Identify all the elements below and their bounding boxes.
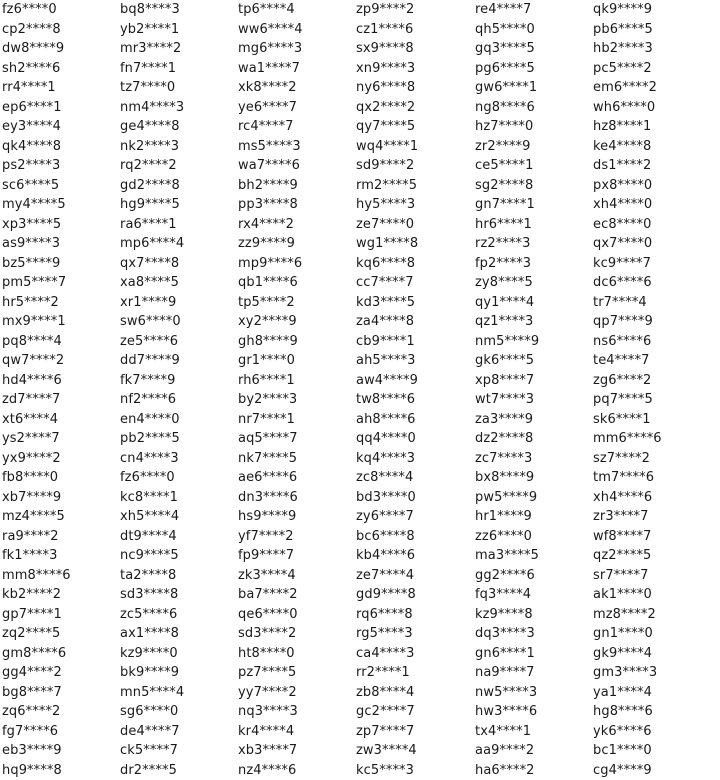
masked-id-cell: sz7****2 — [591, 449, 720, 469]
masked-id-cell: wf8****7 — [591, 527, 720, 547]
masked-id-cell: ze5****6 — [118, 332, 236, 352]
masked-id-cell: fk7****9 — [118, 371, 236, 391]
masked-id-cell: sr7****7 — [591, 566, 720, 586]
masked-id-cell: zg6****2 — [591, 371, 720, 391]
masked-id-cell: zd7****7 — [0, 390, 118, 410]
masked-id-cell: qy7****5 — [354, 117, 473, 137]
masked-id-cell: tw8****6 — [354, 390, 473, 410]
masked-id-cell: ck5****7 — [118, 741, 236, 761]
masked-id-cell: pb2****5 — [118, 429, 236, 449]
masked-id-cell: zw3****4 — [354, 741, 473, 761]
masked-id-cell: qw7****2 — [0, 351, 118, 371]
masked-id-cell: gg2****6 — [473, 566, 591, 586]
masked-id-cell: bd3****0 — [354, 488, 473, 508]
masked-id-cell: nk7****5 — [236, 449, 354, 469]
masked-id-cell: eb3****9 — [0, 741, 118, 761]
masked-id-cell: kr4****4 — [236, 722, 354, 742]
masked-id-cell: qk9****9 — [591, 0, 720, 20]
masked-id-cell: zy6****7 — [354, 507, 473, 527]
masked-id-cell: wa7****6 — [236, 156, 354, 176]
masked-id-cell: bz5****9 — [0, 254, 118, 274]
masked-id-cell: zc5****6 — [118, 605, 236, 625]
masked-id-cell: nm5****9 — [473, 332, 591, 352]
masked-id-cell: ae6****6 — [236, 468, 354, 488]
masked-id-cell: hy5****3 — [354, 195, 473, 215]
masked-id-cell: rh6****1 — [236, 371, 354, 391]
masked-id-cell: xt6****4 — [0, 410, 118, 430]
masked-id-cell: gc2****7 — [354, 702, 473, 722]
masked-id-cell: wg1****8 — [354, 234, 473, 254]
masked-id-cell: tp6****4 — [236, 0, 354, 20]
masked-id-cell: cc7****7 — [354, 273, 473, 293]
masked-id-cell: hw3****6 — [473, 702, 591, 722]
masked-id-cell: by2****3 — [236, 390, 354, 410]
masked-id-cell: pq8****4 — [0, 332, 118, 352]
masked-id-cell: ak1****0 — [591, 585, 720, 605]
masked-id-cell: pq7****5 — [591, 390, 720, 410]
masked-id-cell: px8****0 — [591, 176, 720, 196]
masked-id-cell: ta2****8 — [118, 566, 236, 586]
masked-id-cell: kq4****3 — [354, 449, 473, 469]
masked-id-cell: fz6****0 — [118, 468, 236, 488]
masked-id-cell: cz1****6 — [354, 20, 473, 40]
masked-id-cell: xr1****9 — [118, 293, 236, 313]
masked-id-cell: qy1****4 — [473, 293, 591, 313]
masked-id-cell: rz2****3 — [473, 234, 591, 254]
masked-id-cell: gm3****3 — [591, 663, 720, 683]
masked-id-cell: kz9****8 — [473, 605, 591, 625]
masked-id-cell: xh5****4 — [118, 507, 236, 527]
masked-id-cell: ng8****6 — [473, 98, 591, 118]
masked-id-cell: cg4****9 — [591, 761, 720, 780]
masked-id-cell: pg6****5 — [473, 59, 591, 79]
masked-id-cell: sw6****0 — [118, 312, 236, 332]
masked-id-cell: ps2****3 — [0, 156, 118, 176]
masked-id-cell: pz7****5 — [236, 663, 354, 683]
masked-id-cell: te4****7 — [591, 351, 720, 371]
masked-id-cell: sk6****1 — [591, 410, 720, 430]
masked-id-cell: ge4****8 — [118, 117, 236, 137]
masked-id-cell: ra6****1 — [118, 215, 236, 235]
masked-id-cell: xh4****0 — [591, 195, 720, 215]
masked-id-cell: xp8****7 — [473, 371, 591, 391]
masked-id-cell: mr3****2 — [118, 39, 236, 59]
masked-id-cell: zc8****4 — [354, 468, 473, 488]
masked-id-cell: zp7****7 — [354, 722, 473, 742]
masked-id-cell: sx9****8 — [354, 39, 473, 59]
masked-id-cell: sd9****2 — [354, 156, 473, 176]
masked-id-cell: nk2****3 — [118, 137, 236, 157]
masked-id-cell: qp7****9 — [591, 312, 720, 332]
masked-id-cell: cn4****3 — [118, 449, 236, 469]
masked-id-cell: wh6****0 — [591, 98, 720, 118]
masked-id-cell: hg8****6 — [591, 702, 720, 722]
masked-id-cell: qz1****3 — [473, 312, 591, 332]
masked-id-cell: re4****7 — [473, 0, 591, 20]
masked-id-cell: gn7****1 — [473, 195, 591, 215]
masked-id-cell: ep6****1 — [0, 98, 118, 118]
masked-id-cell: kd3****5 — [354, 293, 473, 313]
masked-id-cell: em6****2 — [591, 78, 720, 98]
masked-id-cell: gd9****8 — [354, 585, 473, 605]
masked-id-cell: de4****7 — [118, 722, 236, 742]
masked-id-cell: zb8****4 — [354, 683, 473, 703]
masked-id-cell: pw5****9 — [473, 488, 591, 508]
masked-id-cell: mn5****4 — [118, 683, 236, 703]
masked-id-cell: rr2****1 — [354, 663, 473, 683]
masked-id-cell: bk9****9 — [118, 663, 236, 683]
masked-id-cell: nz4****6 — [236, 761, 354, 780]
masked-id-cell: kq6****8 — [354, 254, 473, 274]
masked-id-cell: bx8****9 — [473, 468, 591, 488]
masked-id-cell: gw6****1 — [473, 78, 591, 98]
masked-id-cell: kc9****7 — [591, 254, 720, 274]
masked-id-cell: qx7****0 — [591, 234, 720, 254]
masked-id-cell: zk3****4 — [236, 566, 354, 586]
masked-id-cell: aa9****2 — [473, 741, 591, 761]
masked-id-cell: hb2****3 — [591, 39, 720, 59]
masked-id-cell: dn3****6 — [236, 488, 354, 508]
masked-id-cell: hr6****1 — [473, 215, 591, 235]
masked-id-cell: mp9****6 — [236, 254, 354, 274]
masked-id-cell: mg6****3 — [236, 39, 354, 59]
masked-id-cell: yb2****1 — [118, 20, 236, 40]
masked-id-cell: ke4****8 — [591, 137, 720, 157]
masked-id-cell: xk8****2 — [236, 78, 354, 98]
masked-id-cell: aw4****9 — [354, 371, 473, 391]
masked-id-cell: nc9****5 — [118, 546, 236, 566]
masked-id-cell: zq2****5 — [0, 624, 118, 644]
masked-id-cell: qe6****0 — [236, 605, 354, 625]
masked-id-cell: tx4****1 — [473, 722, 591, 742]
masked-id-cell: sg2****8 — [473, 176, 591, 196]
masked-id-cell: hg9****5 — [118, 195, 236, 215]
masked-id-cell: qb1****6 — [236, 273, 354, 293]
masked-id-cell: fb8****0 — [0, 468, 118, 488]
masked-id-cell: zr2****9 — [473, 137, 591, 157]
masked-id-cell: nw5****3 — [473, 683, 591, 703]
masked-id-cell: nf2****6 — [118, 390, 236, 410]
masked-id-cell: xy2****9 — [236, 312, 354, 332]
masked-id-cell: yy7****2 — [236, 683, 354, 703]
masked-id-cell: gr1****0 — [236, 351, 354, 371]
masked-id-cell: ca4****3 — [354, 644, 473, 664]
masked-id-cell: ms5****3 — [236, 137, 354, 157]
masked-id-cell: gd2****8 — [118, 176, 236, 196]
masked-id-cell: qz2****5 — [591, 546, 720, 566]
masked-id-cell: sd3****2 — [236, 624, 354, 644]
masked-id-cell: mm8****6 — [0, 566, 118, 586]
masked-id-cell: fp2****3 — [473, 254, 591, 274]
masked-id-cell: ax1****8 — [118, 624, 236, 644]
masked-id-cell: kb4****6 — [354, 546, 473, 566]
masked-id-cell: mz8****2 — [591, 605, 720, 625]
masked-id-cell: sg6****0 — [118, 702, 236, 722]
masked-id-cell: gn1****0 — [591, 624, 720, 644]
masked-id-cell: bc6****8 — [354, 527, 473, 547]
masked-id-cell: kz9****0 — [118, 644, 236, 664]
masked-id-cell: tm7****6 — [591, 468, 720, 488]
masked-id-cell: gp7****1 — [0, 605, 118, 625]
masked-id-cell: sh2****6 — [0, 59, 118, 79]
masked-id-cell: zc7****3 — [473, 449, 591, 469]
masked-id-cell: mx9****1 — [0, 312, 118, 332]
masked-id-cell: dc6****6 — [591, 273, 720, 293]
masked-id-cell: pc5****2 — [591, 59, 720, 79]
masked-id-cell: fp9****7 — [236, 546, 354, 566]
masked-id-cell: za3****9 — [473, 410, 591, 430]
masked-id-cell: ma3****5 — [473, 546, 591, 566]
masked-id-cell: dq3****3 — [473, 624, 591, 644]
masked-id-cell: ds1****2 — [591, 156, 720, 176]
masked-id-cell: qh5****0 — [473, 20, 591, 40]
masked-id-cell: xh4****6 — [591, 488, 720, 508]
masked-id-cell: mz4****5 — [0, 507, 118, 527]
masked-id-cell: hr1****9 — [473, 507, 591, 527]
masked-id-cell: ze7****4 — [354, 566, 473, 586]
masked-id-cell: cb9****1 — [354, 332, 473, 352]
masked-id-cell: zq6****2 — [0, 702, 118, 722]
masked-id-cell: ah8****6 — [354, 410, 473, 430]
masked-id-cell: pm5****7 — [0, 273, 118, 293]
masked-id-cell: rr4****1 — [0, 78, 118, 98]
masked-id-cell: zy8****5 — [473, 273, 591, 293]
masked-id-cell: wq4****1 — [354, 137, 473, 157]
masked-id-cell: cp2****8 — [0, 20, 118, 40]
masked-id-cell: rq2****2 — [118, 156, 236, 176]
masked-id-cell: gg4****2 — [0, 663, 118, 683]
masked-id-cell: nm4****3 — [118, 98, 236, 118]
masked-id-cell: dr2****5 — [118, 761, 236, 780]
masked-id-cell: kc5****3 — [354, 761, 473, 780]
masked-id-cell: rg5****3 — [354, 624, 473, 644]
masked-id-cell: ha6****2 — [473, 761, 591, 780]
masked-id-cell: rx4****2 — [236, 215, 354, 235]
masked-id-cell: zr3****7 — [591, 507, 720, 527]
masked-id-cell: gk9****4 — [591, 644, 720, 664]
masked-id-cell: hs9****9 — [236, 507, 354, 527]
masked-id-cell: zz9****9 — [236, 234, 354, 254]
masked-id-cell: yf7****2 — [236, 527, 354, 547]
masked-id-cell: kc8****1 — [118, 488, 236, 508]
masked-id-cell: dd7****9 — [118, 351, 236, 371]
masked-id-cell: gh8****9 — [236, 332, 354, 352]
masked-id-cell: nr7****1 — [236, 410, 354, 430]
masked-id-cell: xb7****9 — [0, 488, 118, 508]
masked-id-cell: qx2****2 — [354, 98, 473, 118]
masked-id-cell: za4****8 — [354, 312, 473, 332]
masked-id-cell: ra9****2 — [0, 527, 118, 547]
masked-id-cell: nq3****3 — [236, 702, 354, 722]
masked-id-cell: ww6****4 — [236, 20, 354, 40]
masked-id-cell: xp3****5 — [0, 215, 118, 235]
masked-id-cell: my4****5 — [0, 195, 118, 215]
masked-id-cell: na9****7 — [473, 663, 591, 683]
masked-id-cell: zz6****0 — [473, 527, 591, 547]
masked-id-cell: tz7****0 — [118, 78, 236, 98]
masked-id-cell: ec8****0 — [591, 215, 720, 235]
masked-id-cell: gk6****5 — [473, 351, 591, 371]
masked-id-cell: wa1****7 — [236, 59, 354, 79]
masked-id-cell: gm8****6 — [0, 644, 118, 664]
masked-id-cell: hr5****2 — [0, 293, 118, 313]
masked-id-cell: tr7****4 — [591, 293, 720, 313]
masked-id-cell: rm2****5 — [354, 176, 473, 196]
masked-id-cell: qk4****8 — [0, 137, 118, 157]
masked-id-cell: qq4****0 — [354, 429, 473, 449]
masked-id-cell: rq6****8 — [354, 605, 473, 625]
masked-id-cell: hz8****1 — [591, 117, 720, 137]
masked-id-cell: dw8****9 — [0, 39, 118, 59]
masked-id-cell: ey3****4 — [0, 117, 118, 137]
masked-id-cell: xa8****5 — [118, 273, 236, 293]
masked-id-cell: hz7****0 — [473, 117, 591, 137]
masked-id-cell: hd4****6 — [0, 371, 118, 391]
masked-id-cell: mp6****4 — [118, 234, 236, 254]
masked-id-cell: qx7****8 — [118, 254, 236, 274]
masked-id-cell: as9****3 — [0, 234, 118, 254]
masked-id-cell: ah5****3 — [354, 351, 473, 371]
masked-id-cell: tp5****2 — [236, 293, 354, 313]
masked-id-cell: ht8****0 — [236, 644, 354, 664]
masked-id-cell: sc6****5 — [0, 176, 118, 196]
masked-id-cell: ys2****7 — [0, 429, 118, 449]
masked-id-cell: fk1****3 — [0, 546, 118, 566]
masked-id-cell: zp9****2 — [354, 0, 473, 20]
masked-id-cell: hq9****8 — [0, 761, 118, 780]
masked-id-cell: yx9****2 — [0, 449, 118, 469]
masked-id-cell: fz6****0 — [0, 0, 118, 20]
masked-id-cell: sd3****8 — [118, 585, 236, 605]
masked-id-cell: pp3****8 — [236, 195, 354, 215]
masked-id-cell: dt9****4 — [118, 527, 236, 547]
masked-id-cell: yk6****6 — [591, 722, 720, 742]
masked-id-cell: rc4****7 — [236, 117, 354, 137]
masked-id-cell: kb2****2 — [0, 585, 118, 605]
masked-id-cell: aq5****7 — [236, 429, 354, 449]
masked-id-cell: xn9****3 — [354, 59, 473, 79]
masked-id-cell: ye6****7 — [236, 98, 354, 118]
masked-id-cell: dz2****8 — [473, 429, 591, 449]
masked-id-cell: fg7****6 — [0, 722, 118, 742]
masked-id-cell: bq8****3 — [118, 0, 236, 20]
masked-id-cell: ns6****6 — [591, 332, 720, 352]
masked-id-cell: pb6****5 — [591, 20, 720, 40]
masked-id-cell: xb3****7 — [236, 741, 354, 761]
masked-id-cell: mm6****6 — [591, 429, 720, 449]
masked-id-cell: bc1****0 — [591, 741, 720, 761]
masked-id-cell: ce5****1 — [473, 156, 591, 176]
masked-id-cell: ya1****4 — [591, 683, 720, 703]
masked-id-cell: gn6****1 — [473, 644, 591, 664]
masked-id-cell: ze7****0 — [354, 215, 473, 235]
masked-id-cell: fn7****1 — [118, 59, 236, 79]
masked-id-cell: ny6****8 — [354, 78, 473, 98]
masked-id-cell: wt7****3 — [473, 390, 591, 410]
masked-id-cell: ba7****2 — [236, 585, 354, 605]
masked-id-cell: bg8****7 — [0, 683, 118, 703]
masked-id-cell: bh2****9 — [236, 176, 354, 196]
masked-id-cell: fq3****4 — [473, 585, 591, 605]
masked-id-cell: en4****0 — [118, 410, 236, 430]
masked-id-cell: gq3****5 — [473, 39, 591, 59]
